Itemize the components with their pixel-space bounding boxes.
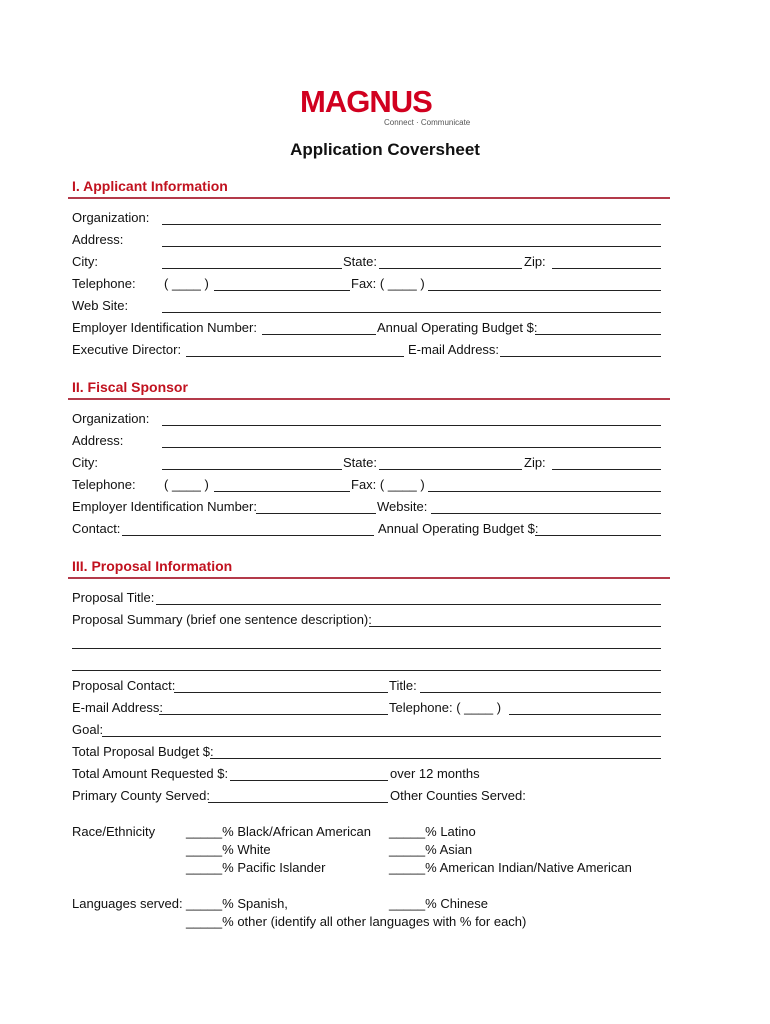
applicant-fax-field[interactable]	[428, 290, 661, 291]
sponsor-city-field[interactable]	[162, 469, 342, 470]
race-black-field[interactable]: _____% Black/African American	[186, 824, 371, 839]
applicant-state-field[interactable]	[379, 268, 522, 269]
sponsor-ein-field[interactable]	[256, 513, 376, 514]
proposal-summary-field[interactable]	[369, 626, 661, 627]
logo-tagline: Connect · Communicate	[384, 118, 471, 127]
language-spanish-field[interactable]: _____% Spanish,	[186, 896, 288, 911]
race-latino-field[interactable]: _____% Latino	[389, 824, 476, 839]
sponsor-contact-label: Contact:	[72, 521, 121, 536]
applicant-ein-field[interactable]	[262, 334, 376, 335]
applicant-website-label: Web Site:	[72, 298, 129, 313]
proposal-contact-title-field[interactable]	[420, 692, 661, 693]
proposal-contact-title-label: Title:	[389, 678, 417, 693]
proposal-contact-label: Proposal Contact:	[72, 678, 176, 693]
sponsor-zip-field[interactable]	[552, 469, 661, 470]
primary-county-field[interactable]	[208, 802, 388, 803]
language-other-field[interactable]: _____% other (identify all other languages with % for each)	[186, 914, 527, 929]
race-white-field[interactable]: _____% White	[186, 842, 271, 857]
sponsor-budget-field[interactable]	[535, 535, 661, 536]
page-title: Application Coversheet	[290, 140, 480, 159]
race-pacific-field[interactable]: _____% Pacific Islander	[186, 860, 326, 875]
proposal-telephone-field[interactable]	[509, 714, 661, 715]
applicant-ein-label: Employer Identification Number:	[72, 320, 257, 335]
proposal-goal-field[interactable]	[102, 736, 661, 737]
applicant-telephone-field[interactable]	[214, 290, 350, 291]
applicant-organization-label: Organization:	[72, 210, 150, 225]
sponsor-area-code[interactable]: ( ____ )	[164, 477, 209, 492]
sponsor-state-label: State:	[343, 455, 377, 470]
sponsor-telephone-field[interactable]	[214, 491, 350, 492]
applicant-fax-label: Fax: ( ____ )	[351, 276, 425, 291]
proposal-budget-label: Total Proposal Budget $:	[72, 744, 214, 759]
sponsor-address-field[interactable]	[162, 447, 661, 448]
proposal-contact-field[interactable]	[174, 692, 388, 693]
applicant-address-label: Address:	[72, 232, 124, 247]
race-asian-field[interactable]: _____% Asian	[389, 842, 473, 857]
section-divider	[68, 577, 670, 579]
applicant-email-label: E-mail Address:	[408, 342, 500, 357]
primary-county-label: Primary County Served:	[72, 788, 210, 803]
sponsor-zip-label: Zip:	[524, 455, 546, 470]
proposal-budget-field[interactable]	[210, 758, 661, 759]
applicant-address-field[interactable]	[162, 246, 661, 247]
language-chinese-field[interactable]: _____% Chinese	[389, 896, 489, 911]
applicant-telephone-label: Telephone:	[72, 276, 136, 291]
proposal-summary-label: Proposal Summary (brief one sentence description):	[72, 612, 372, 627]
applicant-budget-field[interactable]	[535, 334, 661, 335]
proposal-summary-line[interactable]	[72, 648, 661, 649]
race-ethnicity-label: Race/Ethnicity	[72, 824, 156, 839]
magnus-logo: MAGNUS	[300, 84, 432, 119]
sponsor-website-label: Website:	[377, 499, 428, 514]
sponsor-organization-label: Organization:	[72, 411, 150, 426]
applicant-zip-field[interactable]	[552, 268, 661, 269]
proposal-email-field[interactable]	[159, 714, 388, 715]
languages-label: Languages served:	[72, 896, 183, 911]
section-applicant-heading: I. Applicant Information	[72, 178, 228, 194]
sponsor-city-label: City:	[72, 455, 98, 470]
sponsor-address-label: Address:	[72, 433, 124, 448]
sponsor-state-field[interactable]	[379, 469, 522, 470]
sponsor-website-field[interactable]	[431, 513, 661, 514]
proposal-requested-label: Total Amount Requested $:	[72, 766, 229, 781]
applicant-city-field[interactable]	[162, 268, 342, 269]
proposal-over-label: over 12 months	[390, 766, 480, 781]
applicant-budget-label: Annual Operating Budget $:	[377, 320, 538, 335]
proposal-telephone-label: Telephone: ( ____ )	[389, 700, 502, 715]
proposal-email-label: E-mail Address:	[72, 700, 164, 715]
applicant-area-code[interactable]: ( ____ )	[164, 276, 209, 291]
sponsor-budget-label: Annual Operating Budget $:	[378, 521, 539, 536]
section-sponsor-heading: II. Fiscal Sponsor	[72, 379, 188, 395]
applicant-state-label: State:	[343, 254, 377, 269]
applicant-organization-field[interactable]	[162, 224, 661, 225]
applicant-city-label: City:	[72, 254, 98, 269]
sponsor-fax-field[interactable]	[428, 491, 661, 492]
race-native-field[interactable]: _____% American Indian/Native American	[389, 860, 632, 875]
proposal-goal-label: Goal:	[72, 722, 104, 737]
applicant-zip-label: Zip:	[524, 254, 546, 269]
proposal-title-label: Proposal Title:	[72, 590, 155, 605]
section-proposal-heading: III. Proposal Information	[72, 558, 233, 574]
sponsor-organization-field[interactable]	[162, 425, 661, 426]
applicant-website-field[interactable]	[162, 312, 661, 313]
proposal-requested-field[interactable]	[230, 780, 388, 781]
applicant-email-field[interactable]	[500, 356, 661, 357]
sponsor-contact-field[interactable]	[122, 535, 374, 536]
section-divider	[68, 197, 670, 199]
applicant-director-field[interactable]	[186, 356, 404, 357]
other-counties-label: Other Counties Served:	[390, 788, 526, 803]
proposal-title-field[interactable]	[156, 604, 661, 605]
proposal-summary-line[interactable]	[72, 670, 661, 671]
sponsor-ein-label: Employer Identification Number:	[72, 499, 257, 514]
sponsor-fax-label: Fax: ( ____ )	[351, 477, 425, 492]
section-divider	[68, 398, 670, 400]
applicant-director-label: Executive Director:	[72, 342, 182, 357]
sponsor-telephone-label: Telephone:	[72, 477, 136, 492]
